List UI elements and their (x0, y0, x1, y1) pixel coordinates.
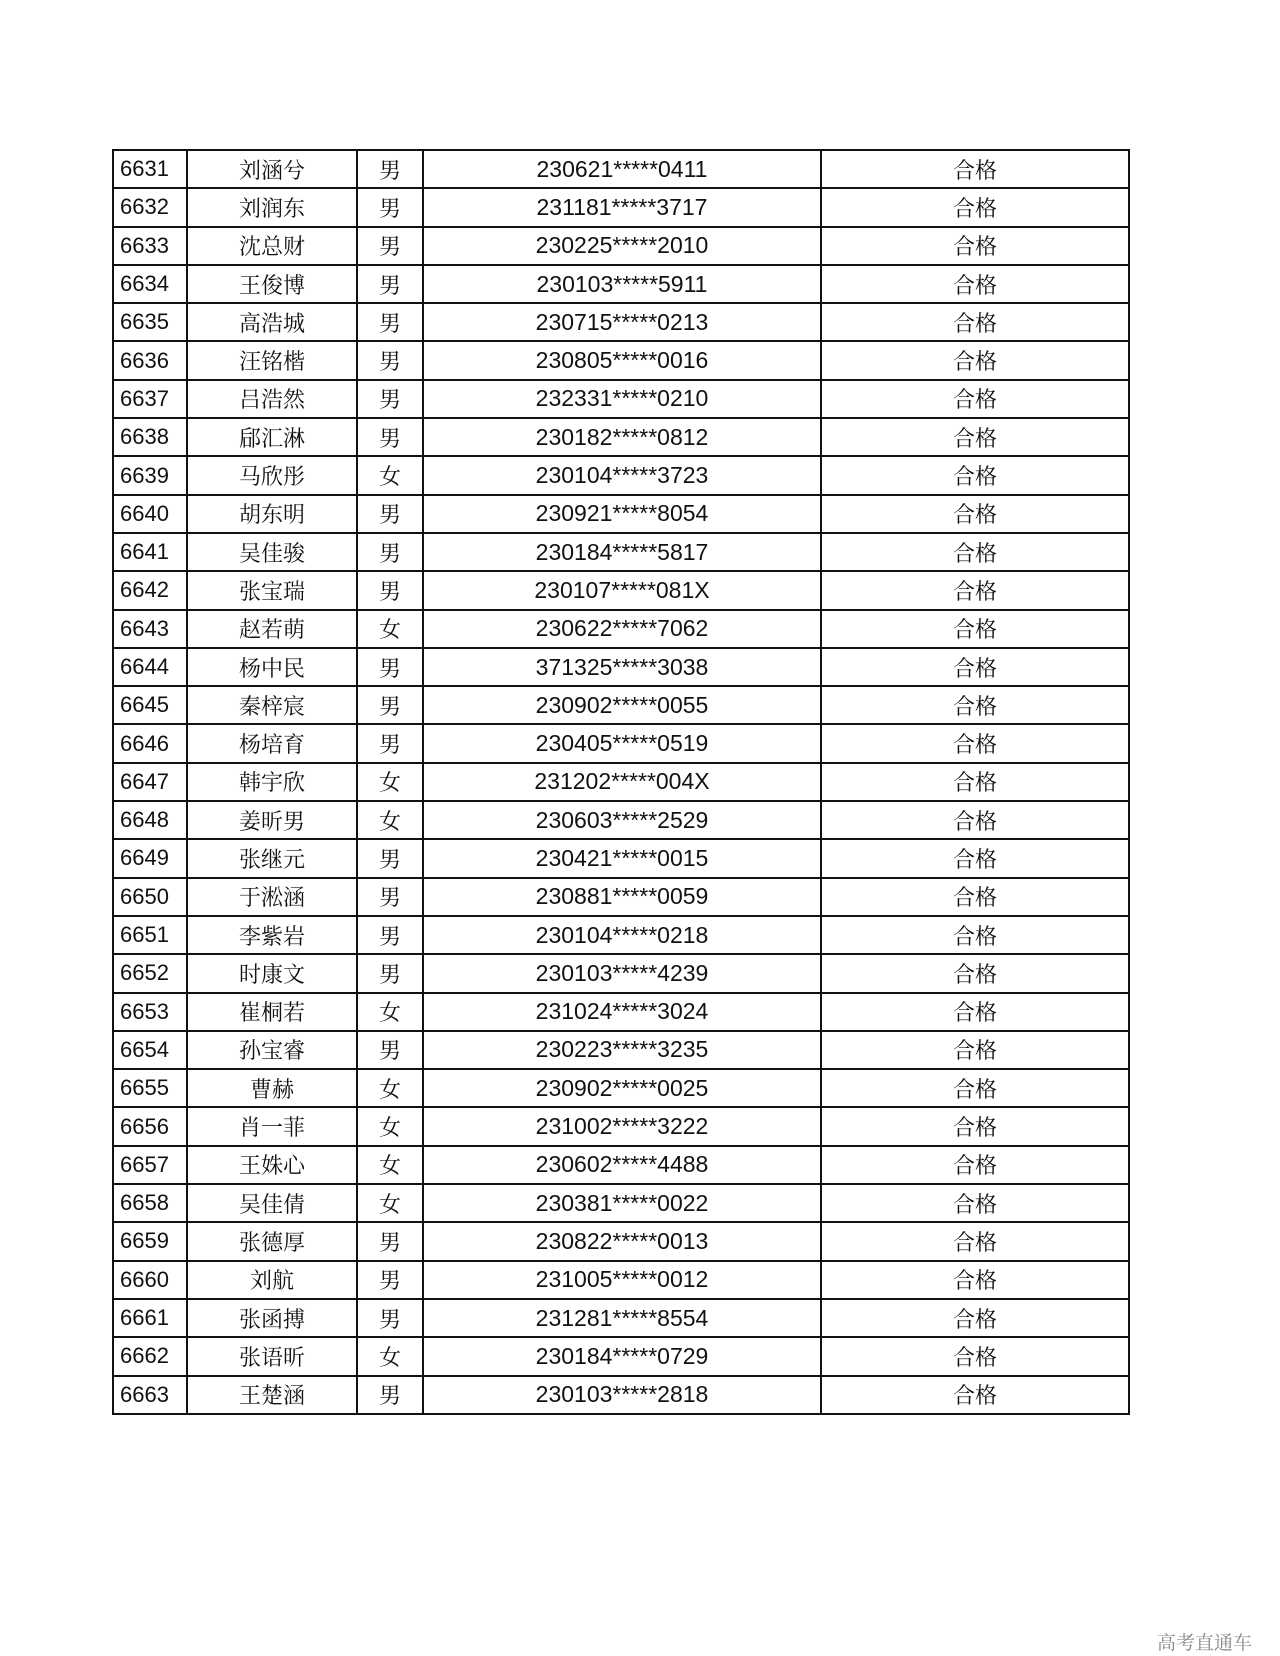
table-row (113, 188, 1129, 226)
result-cell: 合格 (821, 227, 1129, 265)
id-number-cell: 231281*****8554 (423, 1299, 821, 1337)
candidate-name-cell: 吴佳倩 (187, 1184, 357, 1222)
table-row (113, 1261, 1129, 1299)
result-cell: 合格 (821, 456, 1129, 494)
candidate-name-cell: 郈汇淋 (187, 418, 357, 456)
table-row (113, 763, 1129, 801)
result-cell: 合格 (821, 571, 1129, 609)
gender-cell: 男 (357, 418, 423, 456)
id-number-cell: 230225*****2010 (423, 227, 821, 265)
table-row (113, 1146, 1129, 1184)
result-cell: 合格 (821, 1031, 1129, 1069)
table-row (113, 495, 1129, 533)
id-number-cell: 230107*****081X (423, 571, 821, 609)
id-number-cell: 231202*****004X (423, 763, 821, 801)
gender-cell: 男 (357, 571, 423, 609)
table-row (113, 1069, 1129, 1107)
candidate-name-cell: 肖一菲 (187, 1107, 357, 1145)
gender-cell: 女 (357, 1069, 423, 1107)
row-number-cell: 6656 (113, 1107, 187, 1145)
gender-cell: 男 (357, 878, 423, 916)
candidate-name-cell: 杨培育 (187, 724, 357, 762)
result-cell: 合格 (821, 1376, 1129, 1414)
row-number-cell: 6647 (113, 763, 187, 801)
id-number-cell: 231024*****3024 (423, 993, 821, 1031)
id-number-cell: 230622*****7062 (423, 610, 821, 648)
candidate-name-cell: 刘航 (187, 1261, 357, 1299)
gender-cell: 男 (357, 839, 423, 877)
row-number-cell: 6653 (113, 993, 187, 1031)
id-number-cell: 230104*****3723 (423, 456, 821, 494)
table-row (113, 1222, 1129, 1260)
id-number-cell: 230602*****4488 (423, 1146, 821, 1184)
table-row (113, 1031, 1129, 1069)
id-number-cell: 232331*****0210 (423, 380, 821, 418)
gender-cell: 男 (357, 227, 423, 265)
table-row (113, 610, 1129, 648)
row-number-cell: 6663 (113, 1376, 187, 1414)
candidate-name-cell: 杨中民 (187, 648, 357, 686)
candidate-name-cell: 刘润东 (187, 188, 357, 226)
gender-cell: 男 (357, 341, 423, 379)
id-number-cell: 230103*****2818 (423, 1376, 821, 1414)
candidate-name-cell: 吕浩然 (187, 380, 357, 418)
candidate-name-cell: 时康文 (187, 954, 357, 992)
id-number-cell: 230902*****0025 (423, 1069, 821, 1107)
table-row (113, 1184, 1129, 1222)
gender-cell: 女 (357, 1146, 423, 1184)
result-cell: 合格 (821, 954, 1129, 992)
result-cell: 合格 (821, 495, 1129, 533)
id-number-cell: 230405*****0519 (423, 724, 821, 762)
candidate-name-cell: 赵若萌 (187, 610, 357, 648)
candidate-name-cell: 胡东明 (187, 495, 357, 533)
candidate-name-cell: 沈总财 (187, 227, 357, 265)
row-number-cell: 6632 (113, 188, 187, 226)
id-number-cell: 230184*****0729 (423, 1337, 821, 1375)
gender-cell: 男 (357, 1299, 423, 1337)
result-cell: 合格 (821, 1107, 1129, 1145)
watermark: 高考直通车 (1156, 1632, 1252, 1654)
result-cell: 合格 (821, 686, 1129, 724)
table-row (113, 724, 1129, 762)
table-row (113, 878, 1129, 916)
candidate-name-cell: 崔桐若 (187, 993, 357, 1031)
row-number-cell: 6634 (113, 265, 187, 303)
result-cell: 合格 (821, 1184, 1129, 1222)
table-row (113, 571, 1129, 609)
candidate-name-cell: 孙宝睿 (187, 1031, 357, 1069)
row-number-cell: 6636 (113, 341, 187, 379)
row-number-cell: 6631 (113, 150, 187, 188)
result-cell: 合格 (821, 1337, 1129, 1375)
candidate-name-cell: 吴佳骏 (187, 533, 357, 571)
candidate-name-cell: 刘涵兮 (187, 150, 357, 188)
table-row (113, 801, 1129, 839)
row-number-cell: 6650 (113, 878, 187, 916)
result-cell: 合格 (821, 1222, 1129, 1260)
result-cell: 合格 (821, 1146, 1129, 1184)
id-number-cell: 230902*****0055 (423, 686, 821, 724)
table-row (113, 993, 1129, 1031)
candidate-name-cell: 张语昕 (187, 1337, 357, 1375)
results-table (112, 149, 1130, 1415)
candidate-name-cell: 姜昕男 (187, 801, 357, 839)
gender-cell: 女 (357, 610, 423, 648)
candidate-name-cell: 韩宇欣 (187, 763, 357, 801)
row-number-cell: 6662 (113, 1337, 187, 1375)
candidate-name-cell: 张德厚 (187, 1222, 357, 1260)
table-row (113, 456, 1129, 494)
candidate-name-cell: 张继元 (187, 839, 357, 877)
id-number-cell: 371325*****3038 (423, 648, 821, 686)
row-number-cell: 6646 (113, 724, 187, 762)
result-cell: 合格 (821, 648, 1129, 686)
result-cell: 合格 (821, 303, 1129, 341)
candidate-name-cell: 曹赫 (187, 1069, 357, 1107)
id-number-cell: 230381*****0022 (423, 1184, 821, 1222)
gender-cell: 女 (357, 993, 423, 1031)
table-row (113, 341, 1129, 379)
gender-cell: 男 (357, 916, 423, 954)
result-cell: 合格 (821, 418, 1129, 456)
id-number-cell: 230715*****0213 (423, 303, 821, 341)
id-number-cell: 231005*****0012 (423, 1261, 821, 1299)
results-table-body (113, 150, 1129, 1414)
table-row (113, 1376, 1129, 1414)
table-row (113, 418, 1129, 456)
row-number-cell: 6633 (113, 227, 187, 265)
gender-cell: 男 (357, 303, 423, 341)
table-row (113, 227, 1129, 265)
gender-cell: 男 (357, 1261, 423, 1299)
candidate-name-cell: 张函搏 (187, 1299, 357, 1337)
table-row (113, 1299, 1129, 1337)
result-cell: 合格 (821, 1261, 1129, 1299)
gender-cell: 男 (357, 648, 423, 686)
row-number-cell: 6638 (113, 418, 187, 456)
gender-cell: 男 (357, 724, 423, 762)
table-row (113, 839, 1129, 877)
row-number-cell: 6652 (113, 954, 187, 992)
gender-cell: 男 (357, 495, 423, 533)
table-row (113, 150, 1129, 188)
gender-cell: 男 (357, 686, 423, 724)
row-number-cell: 6644 (113, 648, 187, 686)
id-number-cell: 231181*****3717 (423, 188, 821, 226)
gender-cell: 女 (357, 1184, 423, 1222)
row-number-cell: 6648 (113, 801, 187, 839)
row-number-cell: 6645 (113, 686, 187, 724)
result-cell: 合格 (821, 610, 1129, 648)
candidate-name-cell: 王楚涵 (187, 1376, 357, 1414)
gender-cell: 女 (357, 763, 423, 801)
id-number-cell: 230805*****0016 (423, 341, 821, 379)
id-number-cell: 230421*****0015 (423, 839, 821, 877)
table-row (113, 303, 1129, 341)
gender-cell: 男 (357, 1376, 423, 1414)
candidate-name-cell: 王姝心 (187, 1146, 357, 1184)
id-number-cell: 230103*****5911 (423, 265, 821, 303)
table-row (113, 533, 1129, 571)
row-number-cell: 6651 (113, 916, 187, 954)
row-number-cell: 6643 (113, 610, 187, 648)
row-number-cell: 6655 (113, 1069, 187, 1107)
result-cell: 合格 (821, 150, 1129, 188)
candidate-name-cell: 张宝瑞 (187, 571, 357, 609)
table-row (113, 1337, 1129, 1375)
result-cell: 合格 (821, 265, 1129, 303)
result-cell: 合格 (821, 1299, 1129, 1337)
id-number-cell: 230104*****0218 (423, 916, 821, 954)
candidate-name-cell: 高浩城 (187, 303, 357, 341)
id-number-cell: 230184*****5817 (423, 533, 821, 571)
result-cell: 合格 (821, 188, 1129, 226)
candidate-name-cell: 于淞涵 (187, 878, 357, 916)
id-number-cell: 230822*****0013 (423, 1222, 821, 1260)
gender-cell: 女 (357, 1107, 423, 1145)
row-number-cell: 6640 (113, 495, 187, 533)
candidate-name-cell: 马欣彤 (187, 456, 357, 494)
result-cell: 合格 (821, 533, 1129, 571)
row-number-cell: 6658 (113, 1184, 187, 1222)
result-cell: 合格 (821, 1069, 1129, 1107)
row-number-cell: 6639 (113, 456, 187, 494)
gender-cell: 男 (357, 533, 423, 571)
gender-cell: 男 (357, 150, 423, 188)
id-number-cell: 230603*****2529 (423, 801, 821, 839)
gender-cell: 男 (357, 954, 423, 992)
result-cell: 合格 (821, 993, 1129, 1031)
row-number-cell: 6661 (113, 1299, 187, 1337)
table-row (113, 916, 1129, 954)
row-number-cell: 6635 (113, 303, 187, 341)
id-number-cell: 230182*****0812 (423, 418, 821, 456)
id-number-cell: 230921*****8054 (423, 495, 821, 533)
id-number-cell: 230103*****4239 (423, 954, 821, 992)
result-cell: 合格 (821, 839, 1129, 877)
result-cell: 合格 (821, 380, 1129, 418)
gender-cell: 男 (357, 265, 423, 303)
row-number-cell: 6660 (113, 1261, 187, 1299)
candidate-name-cell: 李紫岩 (187, 916, 357, 954)
id-number-cell: 230881*****0059 (423, 878, 821, 916)
candidate-name-cell: 汪铭楷 (187, 341, 357, 379)
row-number-cell: 6657 (113, 1146, 187, 1184)
gender-cell: 男 (357, 188, 423, 226)
row-number-cell: 6641 (113, 533, 187, 571)
table-row (113, 380, 1129, 418)
row-number-cell: 6659 (113, 1222, 187, 1260)
id-number-cell: 231002*****3222 (423, 1107, 821, 1145)
result-cell: 合格 (821, 341, 1129, 379)
row-number-cell: 6654 (113, 1031, 187, 1069)
result-cell: 合格 (821, 878, 1129, 916)
result-cell: 合格 (821, 801, 1129, 839)
table-row (113, 686, 1129, 724)
result-cell: 合格 (821, 916, 1129, 954)
table-row (113, 265, 1129, 303)
gender-cell: 男 (357, 1031, 423, 1069)
table-row (113, 1107, 1129, 1145)
id-number-cell: 230621*****0411 (423, 150, 821, 188)
candidate-name-cell: 王俊博 (187, 265, 357, 303)
result-cell: 合格 (821, 724, 1129, 762)
gender-cell: 男 (357, 380, 423, 418)
id-number-cell: 230223*****3235 (423, 1031, 821, 1069)
row-number-cell: 6642 (113, 571, 187, 609)
gender-cell: 女 (357, 456, 423, 494)
gender-cell: 男 (357, 1222, 423, 1260)
table-row (113, 954, 1129, 992)
candidate-name-cell: 秦梓宸 (187, 686, 357, 724)
row-number-cell: 6649 (113, 839, 187, 877)
table-row (113, 648, 1129, 686)
row-number-cell: 6637 (113, 380, 187, 418)
gender-cell: 女 (357, 1337, 423, 1375)
gender-cell: 女 (357, 801, 423, 839)
result-cell: 合格 (821, 763, 1129, 801)
